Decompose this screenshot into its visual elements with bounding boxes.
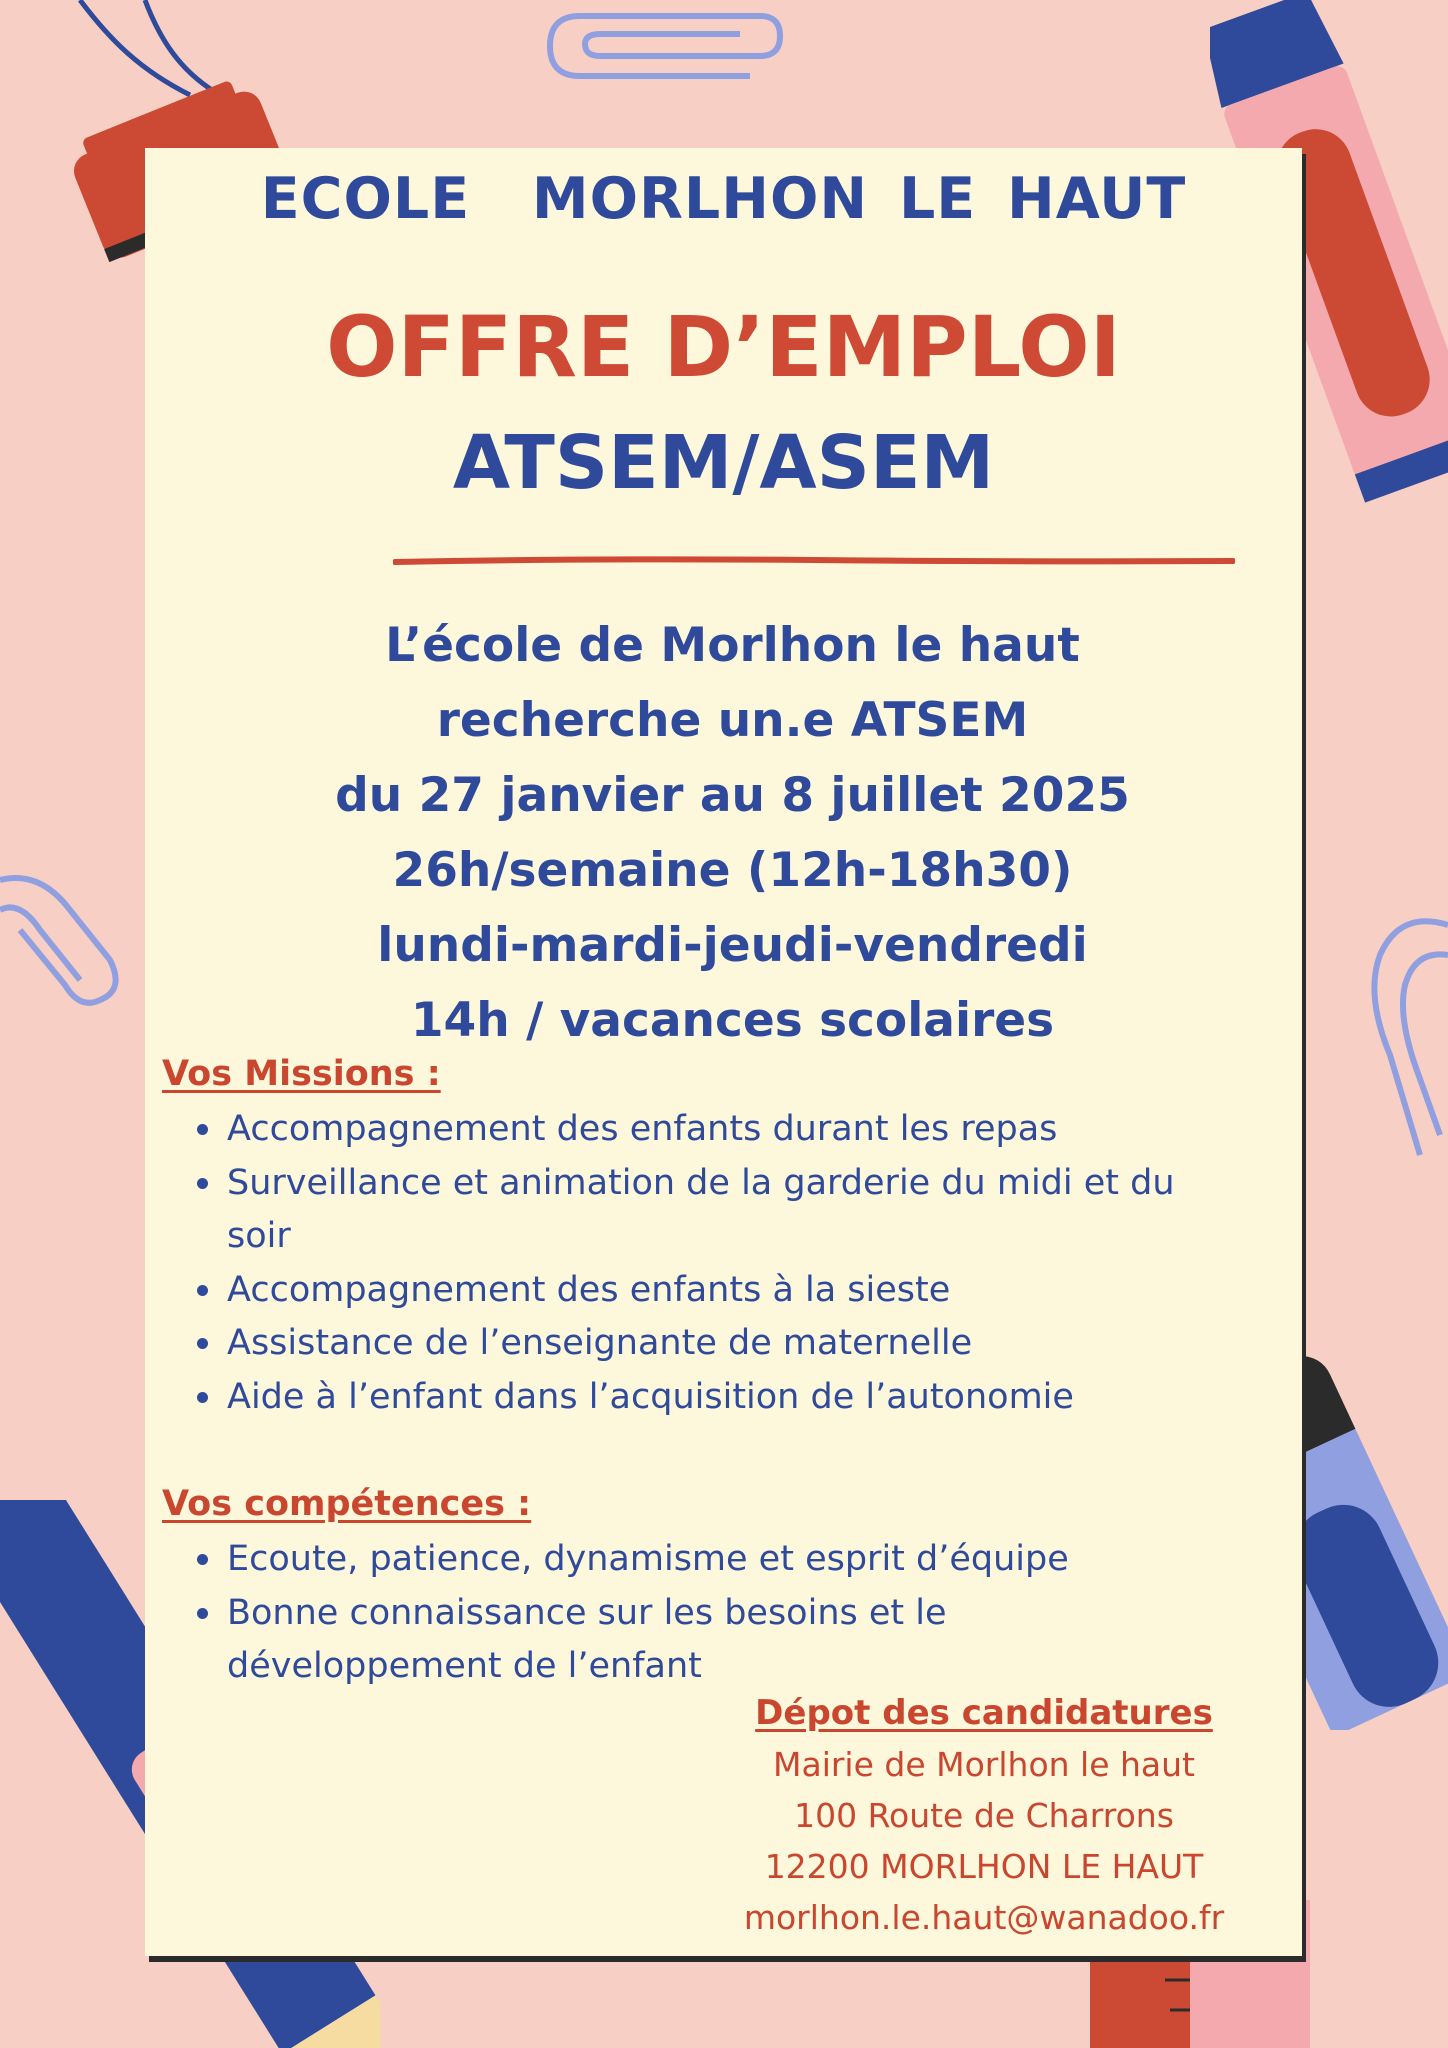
application-title: Dépot des candidatures: [755, 1693, 1213, 1733]
summary-line: 14h / vacances scolaires: [410, 993, 1055, 1048]
missions-title: Vos Missions :: [162, 1054, 441, 1094]
list-item: Accompagnement des enfants durant les repas: [227, 1103, 1307, 1157]
application-info: [704, 1688, 1264, 1943]
address-line: 12200 MORLHON LE HAUT: [764, 1847, 1204, 1886]
summary-line: 26h/semaine (12h-18h30): [392, 843, 1073, 898]
school-name: ECOLE MORLHON LE HAUT: [260, 166, 1187, 232]
position-title: ATSEM/ASEM: [452, 420, 995, 506]
job-offer-sheet: [145, 148, 1302, 1956]
summary-line: lundi-mardi-jeudi-vendredi: [377, 918, 1088, 973]
paperclip-icon: [1360, 915, 1448, 1175]
paperclip-icon: [0, 850, 130, 1020]
summary-line: du 27 janvier au 8 juillet 2025: [335, 768, 1130, 823]
address-line: Mairie de Morlhon le haut: [773, 1745, 1195, 1784]
list-item: Ecoute, patience, dynamisme et esprit d’équipe: [227, 1533, 1307, 1587]
list-item: Surveillance et animation de la garderie du midi et du soir: [227, 1157, 1307, 1264]
skills-title: Vos compétences :: [162, 1484, 532, 1524]
address-line: 100 Route de Charrons: [794, 1796, 1174, 1835]
contact-email: morlhon.le.haut@wanadoo.fr: [743, 1898, 1225, 1937]
paperclip-icon: [530, 6, 790, 86]
summary-line: recherche un.e ATSEM: [436, 693, 1029, 748]
list-item: Assistance de l’enseignante de maternelle: [227, 1317, 1307, 1371]
divider-line: [393, 556, 1235, 566]
list-item: Accompagnement des enfants à la sieste: [227, 1264, 1307, 1318]
missions-list: [165, 1103, 1307, 1424]
job-summary: [145, 608, 1320, 1058]
summary-line: L’école de Morlhon le haut: [385, 618, 1080, 673]
skills-list: [165, 1533, 1307, 1694]
list-item: Aide à l’enfant dans l’acquisition de l’autonomie: [227, 1371, 1307, 1425]
offer-heading: OFFRE D’EMPLOI: [326, 298, 1121, 396]
list-item: Bonne connaissance sur les besoins et le développement de l’enfant: [227, 1587, 1307, 1694]
